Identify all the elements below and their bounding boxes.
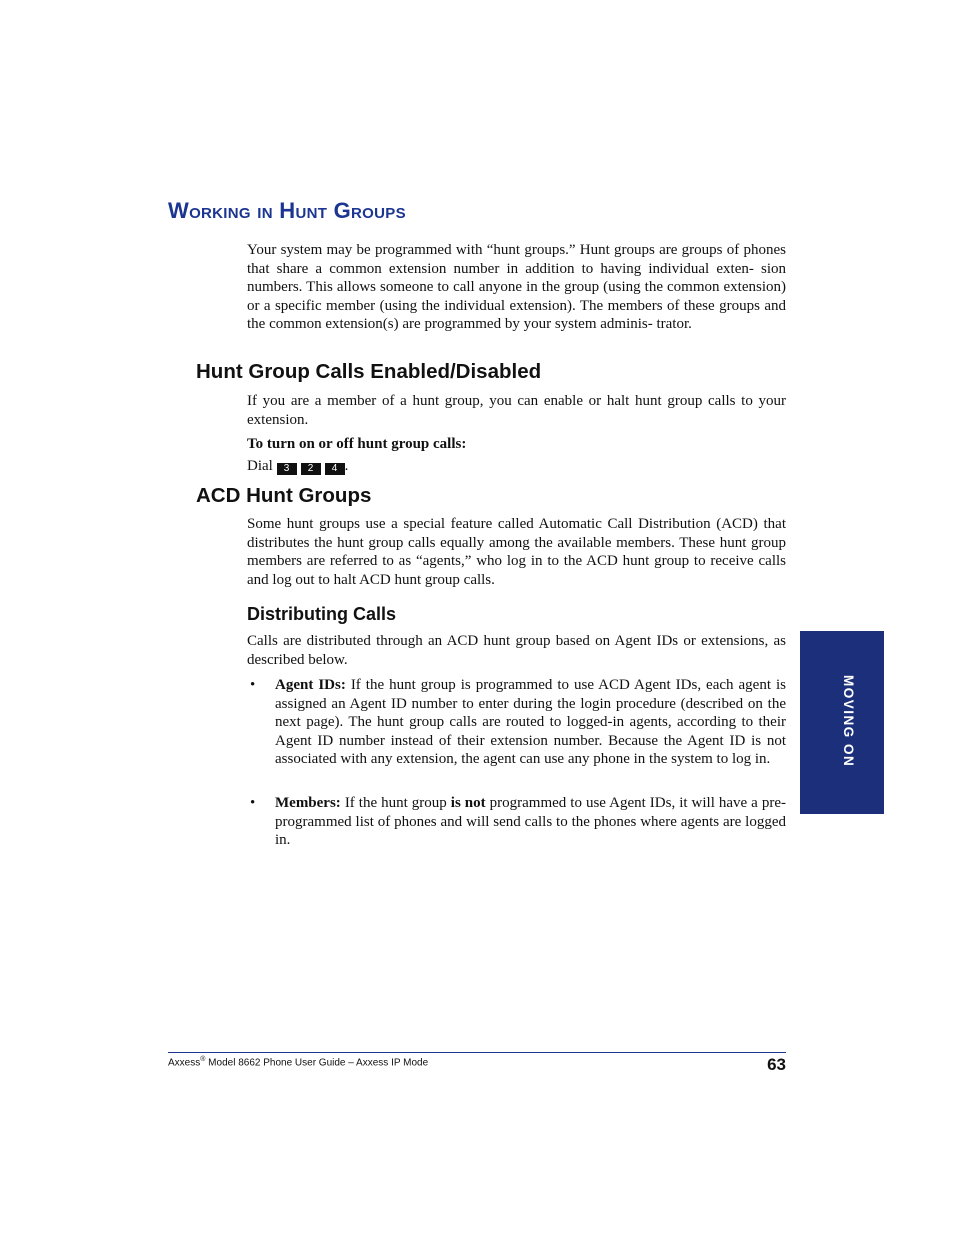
- dial-end: .: [344, 458, 349, 474]
- intro-paragraph: Your system may be programmed with “hunt groups.” Hunt groups are groups of phones that share a common extension number in addition to having individual exten- sion numbers. This allows someone to call anyone in the group (using the common extension) or a specific member (using the individual extension). The members of these groups and the common extension(s) are programmed by your system adminis- trator.: [247, 242, 786, 333]
- distributing-paragraph: Calls are distributed through an ACD hunt group based on Agent IDs or extensions, as described below.: [247, 633, 786, 668]
- section-title: Working in Hunt Groups: [168, 198, 406, 223]
- chapter-side-tab: [800, 631, 884, 814]
- side-tab-label: MOVING ON: [841, 675, 856, 768]
- footer-brand: Axxess: [168, 1057, 201, 1069]
- registered-mark: ®: [200, 1056, 206, 1063]
- enable-paragraph: If you are a member of a hunt group, you can enable or halt hunt group calls to your extension.: [247, 393, 786, 428]
- bullet-dot: •: [250, 677, 256, 693]
- bullet-agent-ids: [247, 676, 786, 788]
- dial-label: Dial: [247, 458, 273, 474]
- footer-title: [168, 1056, 428, 1068]
- bullet-body: If the hunt group is programmed to use ACD Agent IDs, each agent is assigned an Agent ID number to enter during the login procedure (described on the next page). The hunt group calls are routed to logged-in agents, according to their Agent ID number instead of their extension number. Because the Agent ID is not associated with any extension, the agent can use any phone in the system to log in.: [275, 677, 786, 768]
- heading-distributing-calls: Distributing Calls: [247, 604, 397, 624]
- footer-rule: [168, 1052, 786, 1053]
- bullet-dot: •: [250, 795, 256, 811]
- procedure-title: To turn on or off hunt group calls:: [247, 436, 467, 452]
- footer-guide-title: Model 8662 Phone User Guide – Axxess IP Mode: [205, 1057, 429, 1069]
- keypad-key-3: 3: [277, 463, 297, 475]
- keypad-key-2: 2: [301, 463, 321, 475]
- page-number: 63: [767, 1055, 786, 1074]
- bullet-body-start: If the hunt group: [340, 795, 451, 811]
- acd-paragraph: Some hunt groups use a special feature called Automatic Call Distribution (ACD) that distributes the hunt group calls equally among the available members. These hunt group members are referred to as “agents,” who log in to the ACD hunt group to receive calls and log out to halt ACD hunt group calls.: [247, 516, 786, 588]
- bullet-emphasis: is not: [450, 795, 486, 811]
- bullet-term: Agent IDs:: [275, 677, 346, 693]
- heading-hunt-group-calls: Hunt Group Calls Enabled/Disabled: [196, 360, 542, 383]
- keypad-key-4: 4: [325, 463, 345, 475]
- bullet-body-end: programmed to use Agent IDs, it will have a pre-programmed list of phones and will send calls to the phones where agents are logged in.: [275, 795, 786, 849]
- bullet-text: [275, 794, 786, 850]
- dial-instruction: [247, 457, 786, 476]
- bullet-term: Members:: [275, 795, 341, 811]
- bullet-text: [275, 676, 786, 769]
- bullet-members: [247, 794, 786, 850]
- heading-acd-hunt-groups: ACD Hunt Groups: [196, 484, 372, 507]
